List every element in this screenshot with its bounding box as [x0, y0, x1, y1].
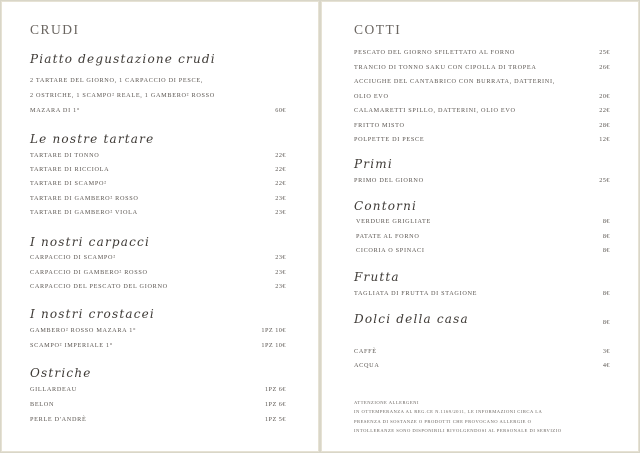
- allergeni-text-line: IN OTTEMPERANZA AL REG.CE N.1169/2011, LE INFORMAZIONI CIRCA LA: [354, 409, 543, 414]
- tartare-item-name: TARTARE DI RICCIOLA: [30, 166, 110, 173]
- cotti-title: COTTI: [354, 22, 402, 37]
- ostriche-item-name: PERLE D'ANDRÈ: [30, 416, 87, 423]
- frutta-heading: Frutta: [354, 270, 400, 284]
- tartare-item-name: TARTARE DI GAMBERO² ROSSO: [30, 195, 139, 202]
- contorni-item-price: 8€: [602, 233, 610, 240]
- contorni-item-price: 8€: [602, 247, 610, 254]
- frutta-item-price: 8€: [602, 290, 610, 297]
- carpacci-item-name: CARPACCIO DEL PESCATO DEL GIORNO: [30, 283, 168, 290]
- carpacci-item-name: CARPACCIO DI SCAMPO²: [30, 254, 116, 261]
- tartare-item-price: 23€: [275, 195, 286, 202]
- piatto-line-1: 2 TARTARE DEL GIORNO, 1 CARPACCIO DI PESCE,: [30, 77, 204, 84]
- tartare-item-name: TARTARE DI SCAMPO²: [30, 180, 107, 187]
- crostacei-item-name: GAMBERO² ROSSO MAZARA 1°: [30, 327, 137, 334]
- ostriche-item-name: GILLARDEAU: [30, 386, 77, 393]
- dolci-heading: Dolci della casa: [354, 312, 469, 326]
- cotti-item-name: CALAMARETTI SPILLO, DATTERINI, OLIO EVO: [354, 107, 516, 114]
- bevande-item-price: 4€: [602, 362, 610, 369]
- contorni-item-name: CICORIA O SPINACI: [356, 247, 425, 254]
- tartare-item-name: TARTARE DI GAMBERO² VIOLA: [30, 209, 138, 216]
- contorni-heading: Contorni: [354, 199, 418, 213]
- contorni-item-price: 8€: [602, 218, 610, 225]
- contorni-item-name: VERDURE GRIGLIATE: [356, 218, 431, 225]
- carpacci-item-price: 23€: [275, 254, 286, 261]
- ostriche-item-name: BELON: [30, 401, 55, 408]
- cotti-item-price: 22€: [599, 107, 610, 114]
- primi-heading: Primi: [354, 157, 393, 171]
- ostriche-item-price: 1PZ 6€: [264, 401, 286, 408]
- tartare-item-name: TARTARE DI TONNO: [30, 152, 100, 159]
- tartare-heading: Le nostre tartare: [30, 132, 155, 146]
- bevande-item-name: ACQUA: [354, 362, 380, 369]
- bevande-item-price: 3€: [602, 348, 610, 355]
- cotti-item-name: POLPETTE DI PESCE: [354, 136, 425, 143]
- ostriche-item-price: 1PZ 6€: [264, 386, 286, 393]
- cotti-item-price: 12€: [599, 136, 610, 143]
- ostriche-heading: Ostriche: [30, 366, 92, 380]
- primi-item-name: PRIMO DEL GIORNO: [354, 177, 424, 184]
- carpacci-item-price: 23€: [275, 269, 286, 276]
- tartare-item-price: 23€: [275, 209, 286, 216]
- allergeni-text-line: PRESENZA DI SOSTANZE O PRODOTTI CHE PROVOCANO ALLERGIE O: [354, 419, 532, 424]
- dolci-price: 8€: [602, 319, 610, 326]
- bevande-item-name: CAFFÈ: [354, 348, 377, 355]
- tartare-item-price: 22€: [275, 180, 286, 187]
- carpacci-item-price: 23€: [275, 283, 286, 290]
- tartare-item-price: 22€: [275, 166, 286, 173]
- cotti-item-name: TRANCIO DI TONNO SAKU CON CIPOLLA DI TROPEA: [354, 64, 537, 71]
- tartare-item-price: 22€: [275, 152, 286, 159]
- right-menu-page: [322, 2, 638, 451]
- carpacci-item-name: CARPACCIO DI GAMBERO² ROSSO: [30, 269, 148, 276]
- cotti-item-price: 26€: [599, 64, 610, 71]
- contorni-item-name: PATATE AL FORNO: [356, 233, 420, 240]
- piatto-line-2: 2 OSTRICHE, 1 SCAMPO² REALE, 1 GAMBERO² ROSSO: [30, 92, 215, 99]
- crostacei-item-price: 1PZ 10€: [261, 327, 286, 334]
- allergeni-text-line: INTOLLERANZE SONO DISPONIBILI RIVOLGENDOSI AL PERSONALE DI SERVIZIO: [354, 428, 562, 433]
- cotti-item-price: 28€: [599, 122, 610, 129]
- cotti-item-name: FRITTO MISTO: [354, 122, 405, 129]
- frutta-item-name: TAGLIATA DI FRUTTA DI STAGIONE: [354, 290, 478, 297]
- crudi-title: CRUDI: [30, 22, 80, 37]
- cotti-item-price: 25€: [599, 49, 610, 56]
- primi-item-price: 25€: [599, 177, 610, 184]
- piatto-line-3: MAZARA DI 1°: [30, 107, 81, 114]
- cotti-item-name: OLIO EVO: [354, 93, 389, 100]
- carpacci-heading: I nostri carpacci: [30, 235, 151, 249]
- ostriche-item-price: 1PZ 5€: [264, 416, 286, 423]
- left-menu-page: [2, 2, 318, 451]
- cotti-item-name: ACCIUGHE DEL CANTABRICO CON BURRATA, DATTERINI,: [354, 78, 555, 85]
- allergeni-heading: ATTENZIONE ALLERGENI: [354, 400, 419, 405]
- crostacei-item-name: SCAMPO² IMPERIALE 1°: [30, 342, 113, 349]
- cotti-item-price: 20€: [599, 93, 610, 100]
- piatto-price: 60€: [275, 107, 286, 114]
- piatto-degustazione-heading: Piatto degustazione crudi: [30, 52, 216, 66]
- crostacei-heading: I nostri crostacei: [30, 307, 155, 321]
- crostacei-item-price: 1PZ 10€: [261, 342, 286, 349]
- cotti-item-name: PESCATO DEL GIORNO SFILETTATO AL FORNO: [354, 49, 516, 56]
